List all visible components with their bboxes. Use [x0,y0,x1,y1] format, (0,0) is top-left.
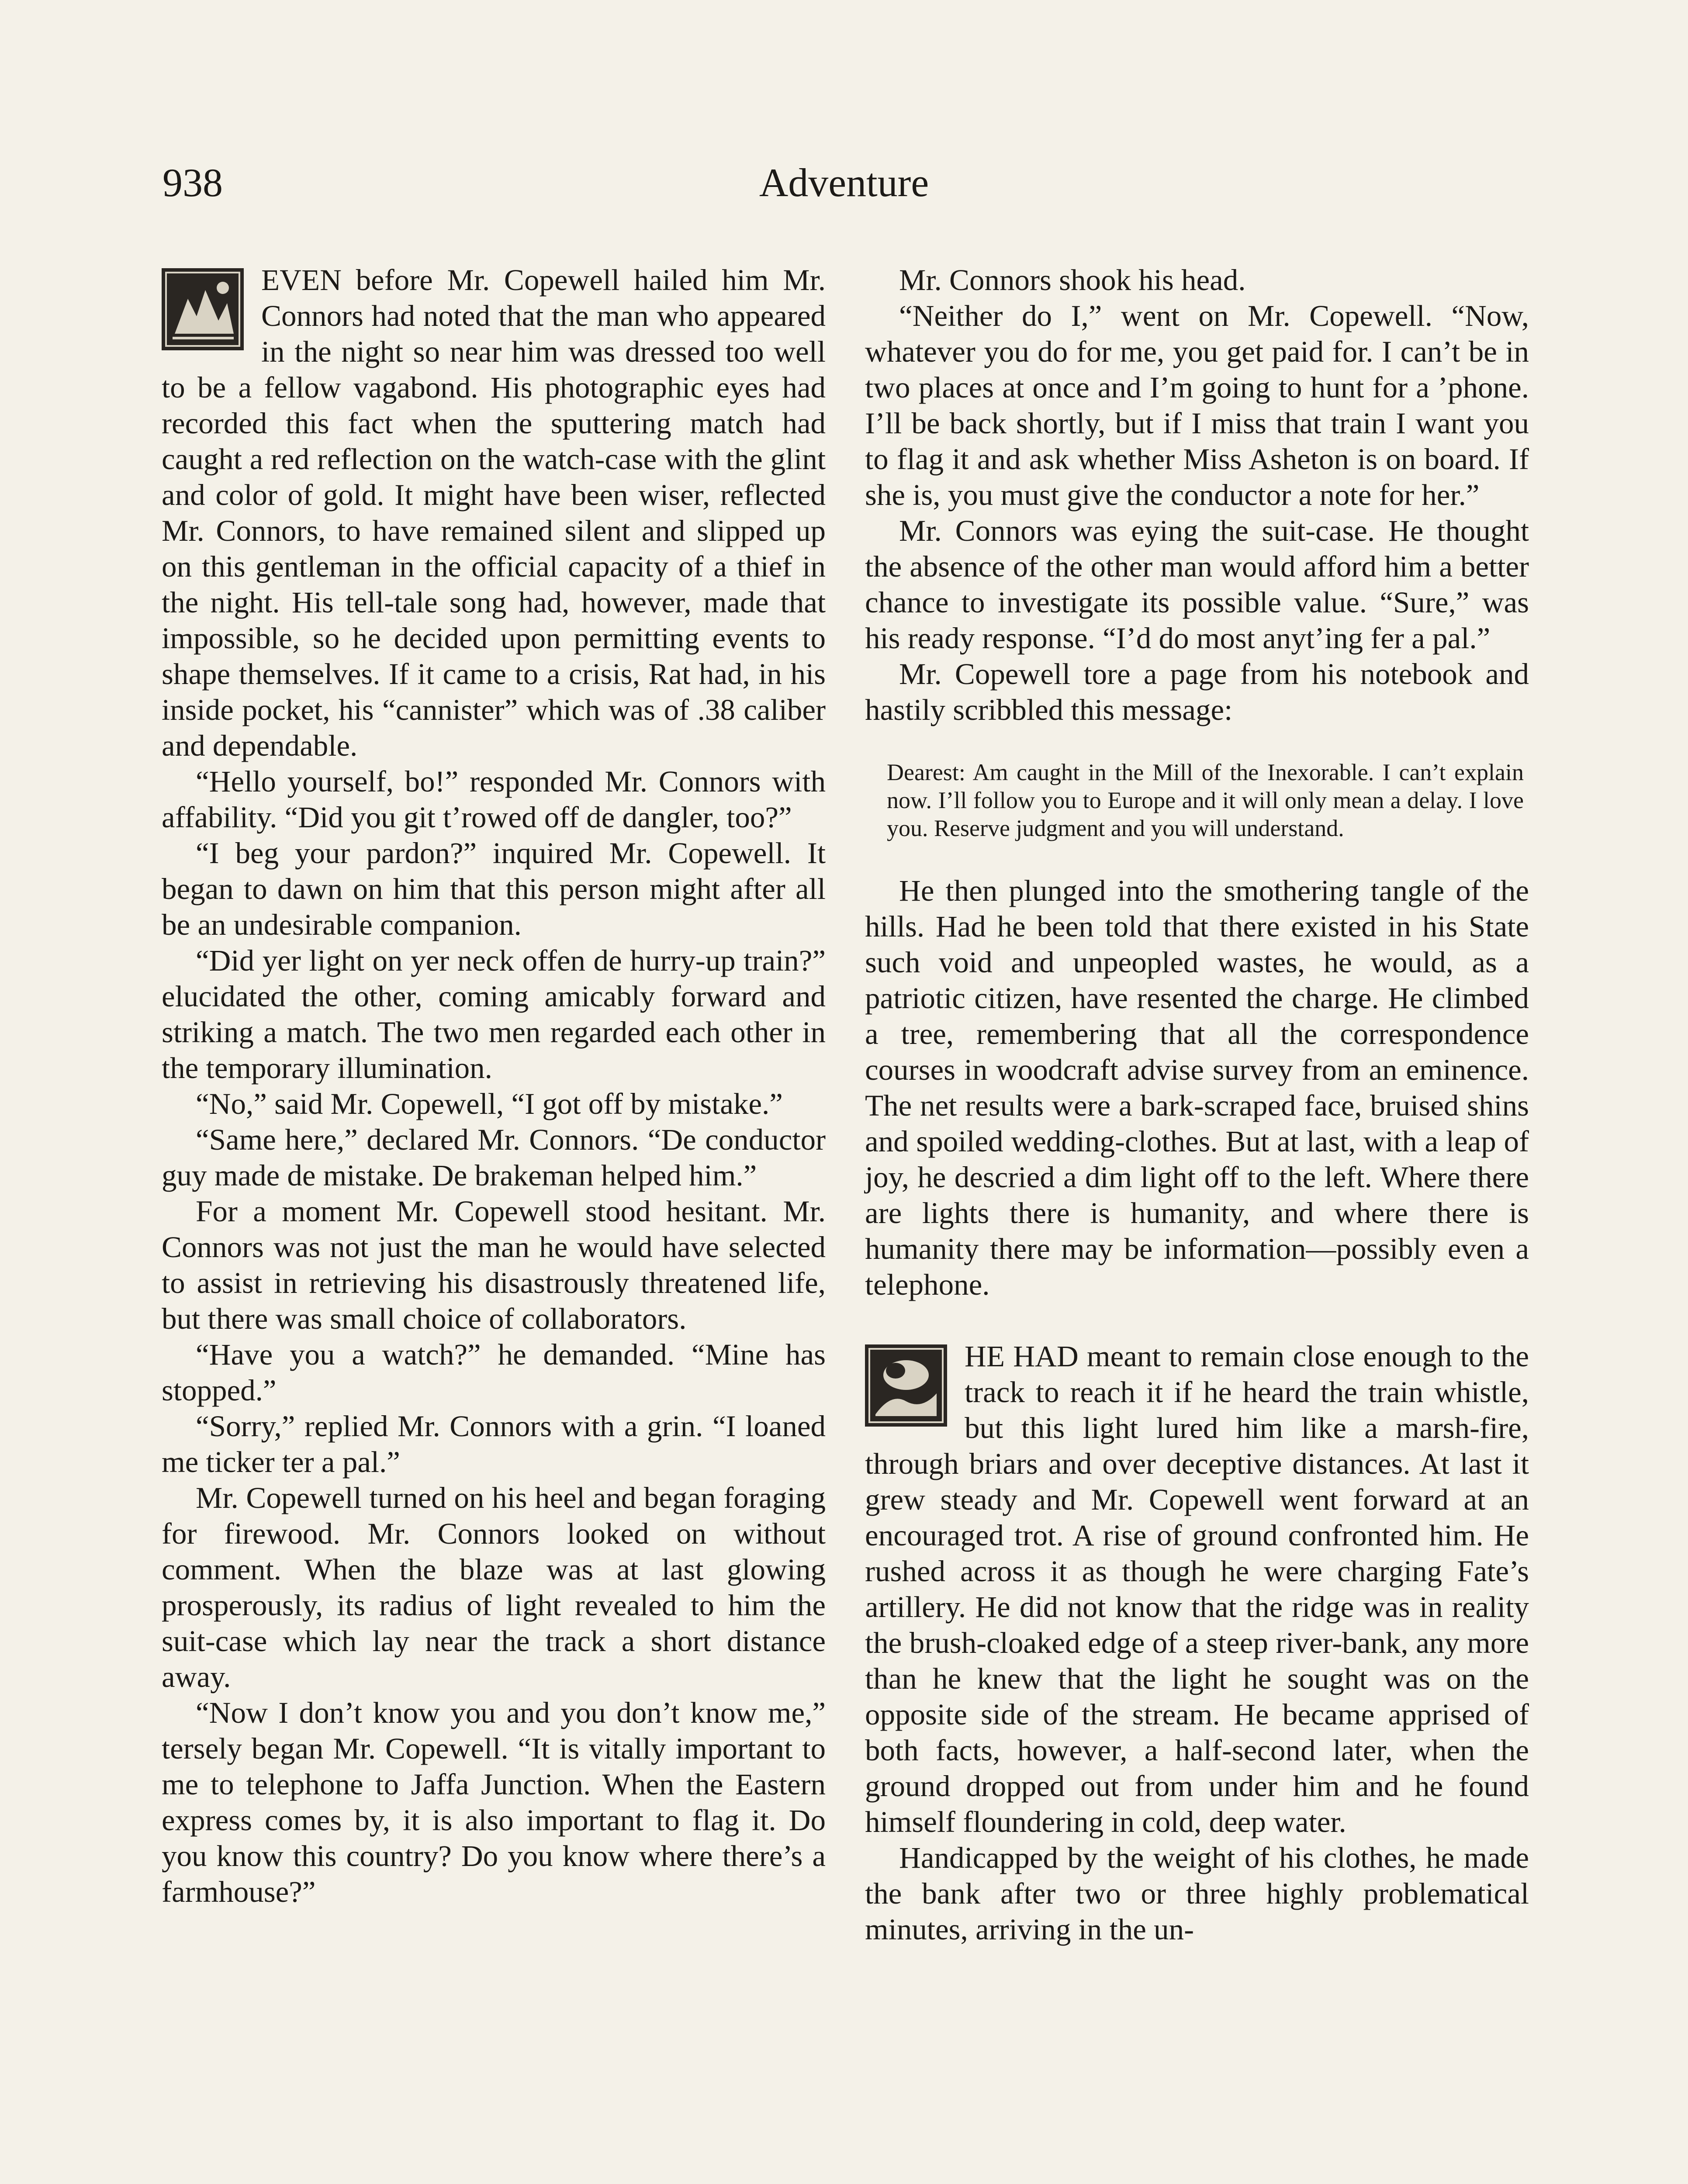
paragraph: EVEN before Mr. Copewell hailed him Mr. Connors had noted that the man who appeared in the night so near him was dressed too well to be a fellow vagabond. His photographic eyes had recorded this fact when the sputtering match had caught a red reflection on the watch-case with the glint and color of gold. It might have been wiser, reflected Mr. Connors, to have remained silent and slipped up on this gentleman in the official capacity of a thief in the night. His tell-tale song had, however, made that impossible, so he decided upon permitting events to shape themselves. If it came to a crisis, Rat had, in his inside pocket, his “cannister” which was of .38 caliber and dependable. [162,263,826,762]
paragraph: “I beg your pardon?” inquired Mr. Copewell. It began to dawn on him that this person might after all be an undesirable companion. [162,836,826,941]
paragraph: Mr. Connors shook his head. [899,263,1246,297]
paragraph: Handicapped by the weight of his clothes, he made the bank after two or three highly problematical minutes, arriving in the un- [865,1841,1529,1946]
left-column [162,262,826,1910]
paragraph: He then plunged into the smothering tangle of the hills. Had he been told that there existed in his State such void and unpeopled wastes, he would, as a patriotic citizen, have resented the charge. He climbed a tree, remembering that all the correspondence courses in woodcraft advise survey from an eminence. The net results were a bark-scraped face, bruised shins and spoiled wedding-clothes. But at last, with a leap of joy, he descried a dim light off to the left. Where there are lights there is humanity, and where there is humanity there may be information—possibly even a telephone. [865,874,1529,1301]
running-head: Adventure [759,160,929,205]
right-column [865,262,1529,1947]
paragraph: HE HAD meant to remain close enough to the track to reach it if he heard the train whistle, but this light lured him like a marsh-fire, through briars and over deceptive distances. At last it grew steady and Mr. Copewell went forward at an encouraged trot. A rise of ground confronted him. He rushed across it as though he were charging Fate’s artillery. He did not know that the ridge was in reality the brush-cloaked edge of a steep river-bank, any more than he knew that the light he sought was on the opposite side of the stream. He became apprised of both facts, however, a half-second later, when the ground dropped out from under him and he found himself floundering in cold, deep water. [865,1340,1529,1838]
section-one-opening [162,262,826,764]
paragraph: “Hello yourself, bo!” responded Mr. Connors with affability. “Did you git t’rowed off de dangler, too?” [162,765,826,834]
paragraph: “Now I don’t know you and you don’t know me,” tersely began Mr. Copewell. “It is vitally important to me to telephone to Jaffa Junction. When the Eastern express comes by, it is also important to flag it. Do you know this country? Do you know where there’s a farmhouse?” [162,1696,826,1908]
paragraph: “No,” said Mr. Copewell, “I got off by mistake.” [196,1087,783,1120]
section-break [865,1303,1529,1338]
paragraph: Mr. Connors was eying the suit-case. He thought the absence of the other man would afford him a better chance to investigate its possible value. “Sure,” was his ready response. “I’d do most anyt’ing fer a pal.” [865,514,1529,655]
paragraph: “Have you a watch?” he demanded. “Mine has stopped.” [162,1338,826,1407]
paragraph: “Same here,” declared Mr. Connors. “De conductor guy made de mistake. De brakeman helped him.” [162,1123,826,1192]
decorative-initial-icon [865,1344,947,1427]
decorative-initial-icon [162,268,244,350]
section-two-opening [865,1338,1529,1840]
page-number: 938 [163,160,223,205]
paragraph: “Neither do I,” went on Mr. Copewell. “Now, whatever you do for me, you get paid for. I can’t be in two places at once and I’m going to hunt for a ’phone. I’ll be back shortly, but if I miss that train I want you to flag it and ask whether Miss Asheton is on board. If she is, you must give the conductor a note for her.” [865,299,1529,511]
paragraph: Mr. Copewell turned on his heel and began foraging for firewood. Mr. Connors looked on without comment. When the blaze was at last glowing prosperously, its radius of light revealed to him the suit-case which lay near the track a short distance away. [162,1481,826,1693]
paragraph: Mr. Copewell tore a page from his notebook and hastily scribbled this message: [865,657,1529,726]
handwritten-note-text: Dearest: Am caught in the Mill of the Inexorable. I can’t explain now. I’ll follow you to Europe and it will only mean a delay. I love you. Reserve judgment and you will understand. [887,759,1524,841]
paragraph: “Did yer light on yer neck offen de hurry-up train?” elucidated the other, coming amicably forward and striking a match. The two men regarded each other in the temporary illumination. [162,944,826,1085]
paragraph: “Sorry,” replied Mr. Connors with a grin. “I loaned me ticker ter a pal.” [162,1410,826,1479]
paragraph: For a moment Mr. Copewell stood hesitant. Mr. Connors was not just the man he would have selected to assist in retrieving his disastrously threatened life, but there was small choice of collaborators. [162,1195,826,1335]
